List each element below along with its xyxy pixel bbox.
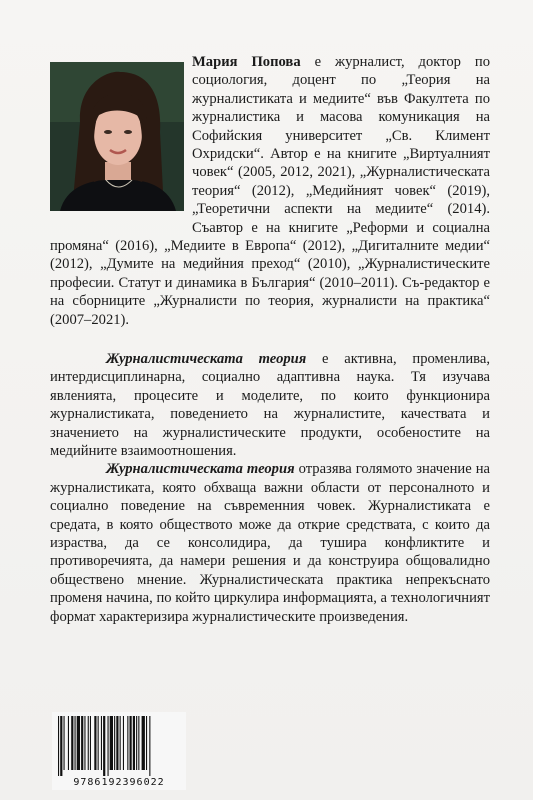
barcode-bar [94,716,96,770]
barcode-bar [120,716,121,770]
barcode-bar [68,716,69,770]
description-p2-title: Журналистическата теория [106,461,295,478]
barcode-number: 9786192396022 [73,777,165,788]
barcode-bar [98,716,99,770]
barcode-bar [146,716,147,770]
isbn-barcode [52,712,186,790]
barcode-bar [123,716,124,770]
barcode-bar [103,716,105,776]
barcode-bar [90,716,91,770]
barcode-bar [127,716,128,770]
barcode-bar [138,716,139,770]
barcode-bar [114,716,115,770]
barcode-bar [142,716,145,770]
barcode-bar [130,716,132,770]
barcode-bar [77,716,80,770]
author-name: Мария Попова [192,54,301,70]
author-bio [50,53,490,329]
author-bio-text: е журналист, доктор по социология, доцент по „Теория на журналистиката и медиите“ във Факултета по журналистика и масова комуникация на Софийския университет „Св. Климент Охридски“. Автор е на книгите „Виртуалният човек“ (2005, 2012, 2021), „Журналистическата теория“ (2012), „Медийният човек“ (2019), „Теоретични аспекти на медиите“ (2014). Съавтор е на книгите „Реформи и социална промяна“ (2016), „Медиите в Европа“ (2012), „Дигиталните медии“ (2012), „Думите на медийния преход“ (2010), „Журналистическите професии. Статут и динамика в България“ (2010–2011). Съ-редактор е на сборниците „Журналисти по теория, журналисти на практика“ (2007–2021). [50,54,491,328]
book-description [50,350,490,626]
barcode-bar [116,716,118,770]
barcode-bar [133,716,135,770]
barcode-bar [58,716,59,776]
barcode-bar [101,716,102,770]
barcode-bar [75,716,76,770]
barcode-bar [88,716,89,770]
barcode-bar [71,716,73,770]
barcode-bar [110,716,113,770]
barcode-bar [64,716,65,770]
description-p1-title: Журналистическата теория [106,351,307,367]
description-p1-text: е активна, променлива, интердисциплинарна, социално адаптивна наука. Тя изучава явленията, процесите и моделите, по които функционира журналистиката, поведението на журналистите, качествата и значението на журналистическите продукти, особеностите на медийните взаимоотношения. [50,351,490,460]
barcode-bar [81,716,83,770]
barcode-bar [149,716,150,776]
barcode-bar [84,716,85,770]
description-paragraph-1 [50,350,490,460]
barcode-bar [60,716,62,776]
barcode-bar [136,716,137,770]
barcode-bars [52,712,186,776]
description-p2-text: отразява голямото значение на журналистиката, която обхваща важни области от персоналното и социално поведение на съвременния човек. Журналистиката е средата, в която обществото може да открие средствата, с които да израства, да се консолидира, да тушира конфликтите и противоречията, да намери решения и да конструира общовалидно обществено мнение. Журналистическата практика непрекъснато променя начина, по който циркулира информацията, а технологичният формат характеризира журналистическите произведения. [50,461,490,625]
description-paragraph-2 [50,460,490,626]
barcode-bar [108,716,109,776]
